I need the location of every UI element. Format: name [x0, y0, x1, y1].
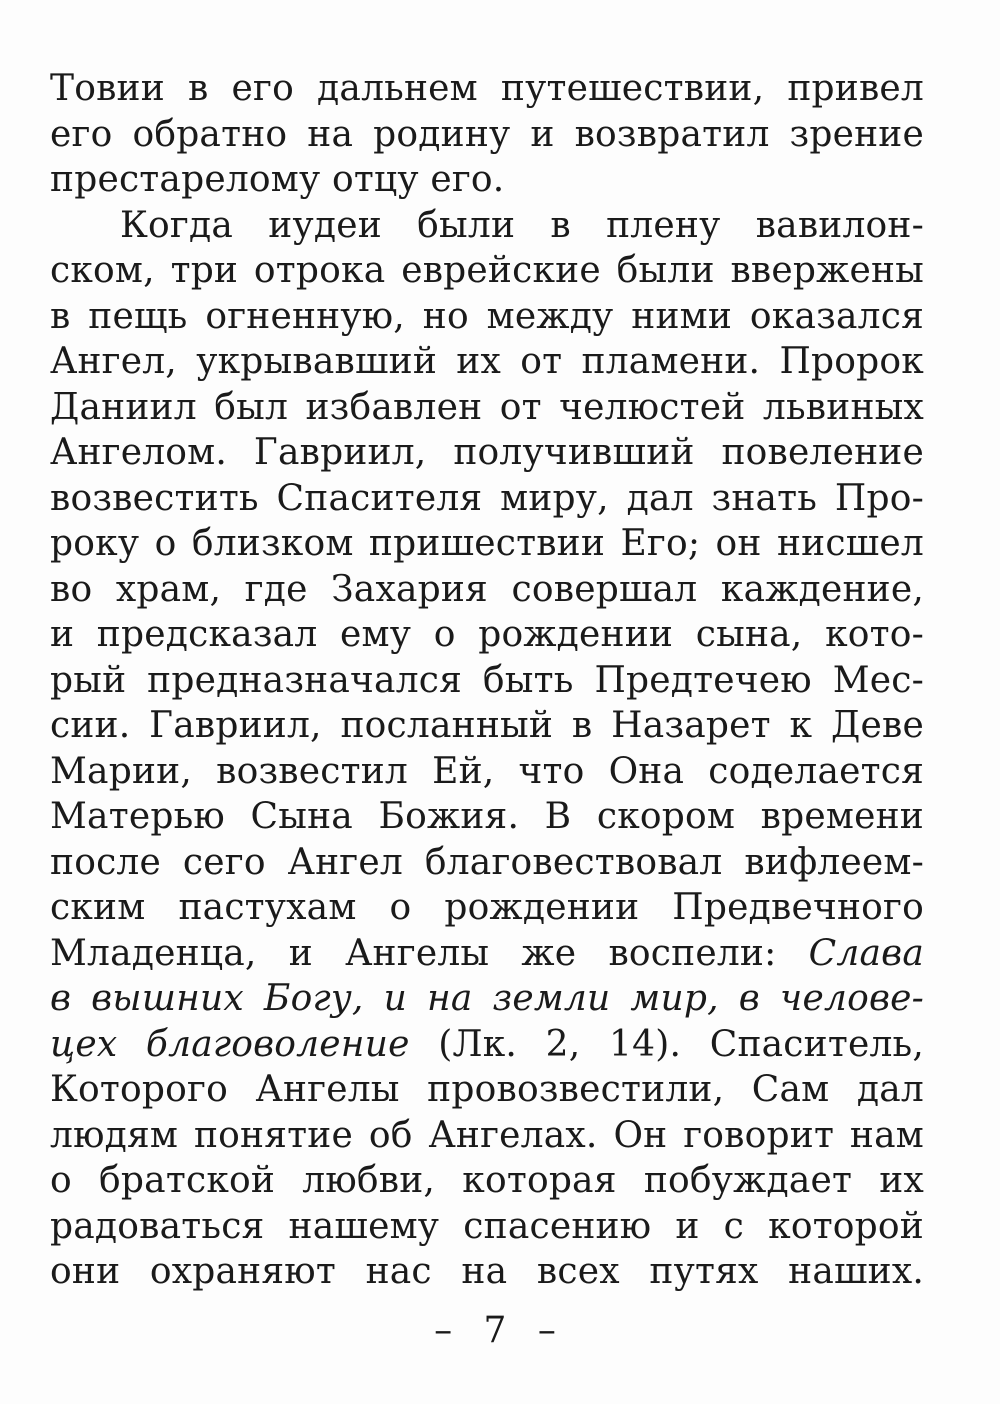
text-line: и предсказал ему о рождении сына, кото-: [50, 614, 924, 655]
scripture-reference: (Лк. 2, 14). Спаситель,: [409, 1023, 925, 1065]
text-line: Даниил был избавлен от челюстей львиных: [50, 386, 924, 428]
text-line-with-quote: [50, 1022, 924, 1068]
text-line: его обратно на родину и возвратил зрение: [50, 113, 924, 155]
text-line: о братской любви, которая побуждает их: [50, 1160, 924, 1201]
text-line-with-quote: [50, 931, 924, 977]
line-plain-text: Младенца, и Ангелы же воспели:: [50, 932, 809, 974]
text-line: року о близком пришествии Его; он нисшел: [50, 523, 924, 564]
text-line: Марии, возвестил Ей, что Она соделается: [50, 750, 924, 792]
text-line: престарелому отцу его.: [50, 159, 505, 200]
paragraph-start-line: Когда иудеи были в плену вавилон-: [120, 204, 924, 246]
text-line: радоваться нашему спасению и с которой: [50, 1205, 924, 1247]
text-line: они охраняют нас на всех путях наших.: [50, 1251, 924, 1292]
text-line: ском, три отрока еврейские были ввержены: [50, 250, 924, 291]
text-line: людям понятие об Ангелах. Он говорит нам: [50, 1114, 924, 1156]
text-line: во храм, где Захария совершал каждение,: [50, 568, 924, 610]
text-line: сии. Гавриил, посланный в Назарет к Деве: [50, 705, 924, 746]
scripture-quote: Слава: [808, 932, 924, 974]
text-line: после сего Ангел благовествовал вифлеем-: [50, 841, 924, 883]
text-line: Ангелом. Гавриил, получивший повеление: [50, 432, 924, 473]
text-line: Которого Ангелы провозвестили, Сам дал: [50, 1069, 924, 1110]
text-line: Товии в его дальнем путешествии, привел: [50, 68, 924, 109]
text-line: возвестить Спасителя миру, дал знать Про-: [50, 477, 924, 519]
scripture-quote-line: в вышних Богу, и на земли мир, в челове-: [50, 978, 924, 1019]
text-line: Матерью Сына Божия. В скором времени: [50, 796, 924, 837]
text-line: рый предназначался быть Предтечею Мес-: [50, 659, 924, 701]
scripture-quote: цех благоволение: [50, 1023, 410, 1065]
text-line: Ангел, укрывавший их от пламени. Пророк: [50, 341, 924, 382]
text-line: в пещь огненную, но между ними оказался: [50, 295, 924, 337]
text-line: ским пастухам о рождении Предвечного: [50, 887, 924, 928]
page-number: – 7 –: [434, 1310, 566, 1351]
body-text: [50, 66, 924, 1295]
